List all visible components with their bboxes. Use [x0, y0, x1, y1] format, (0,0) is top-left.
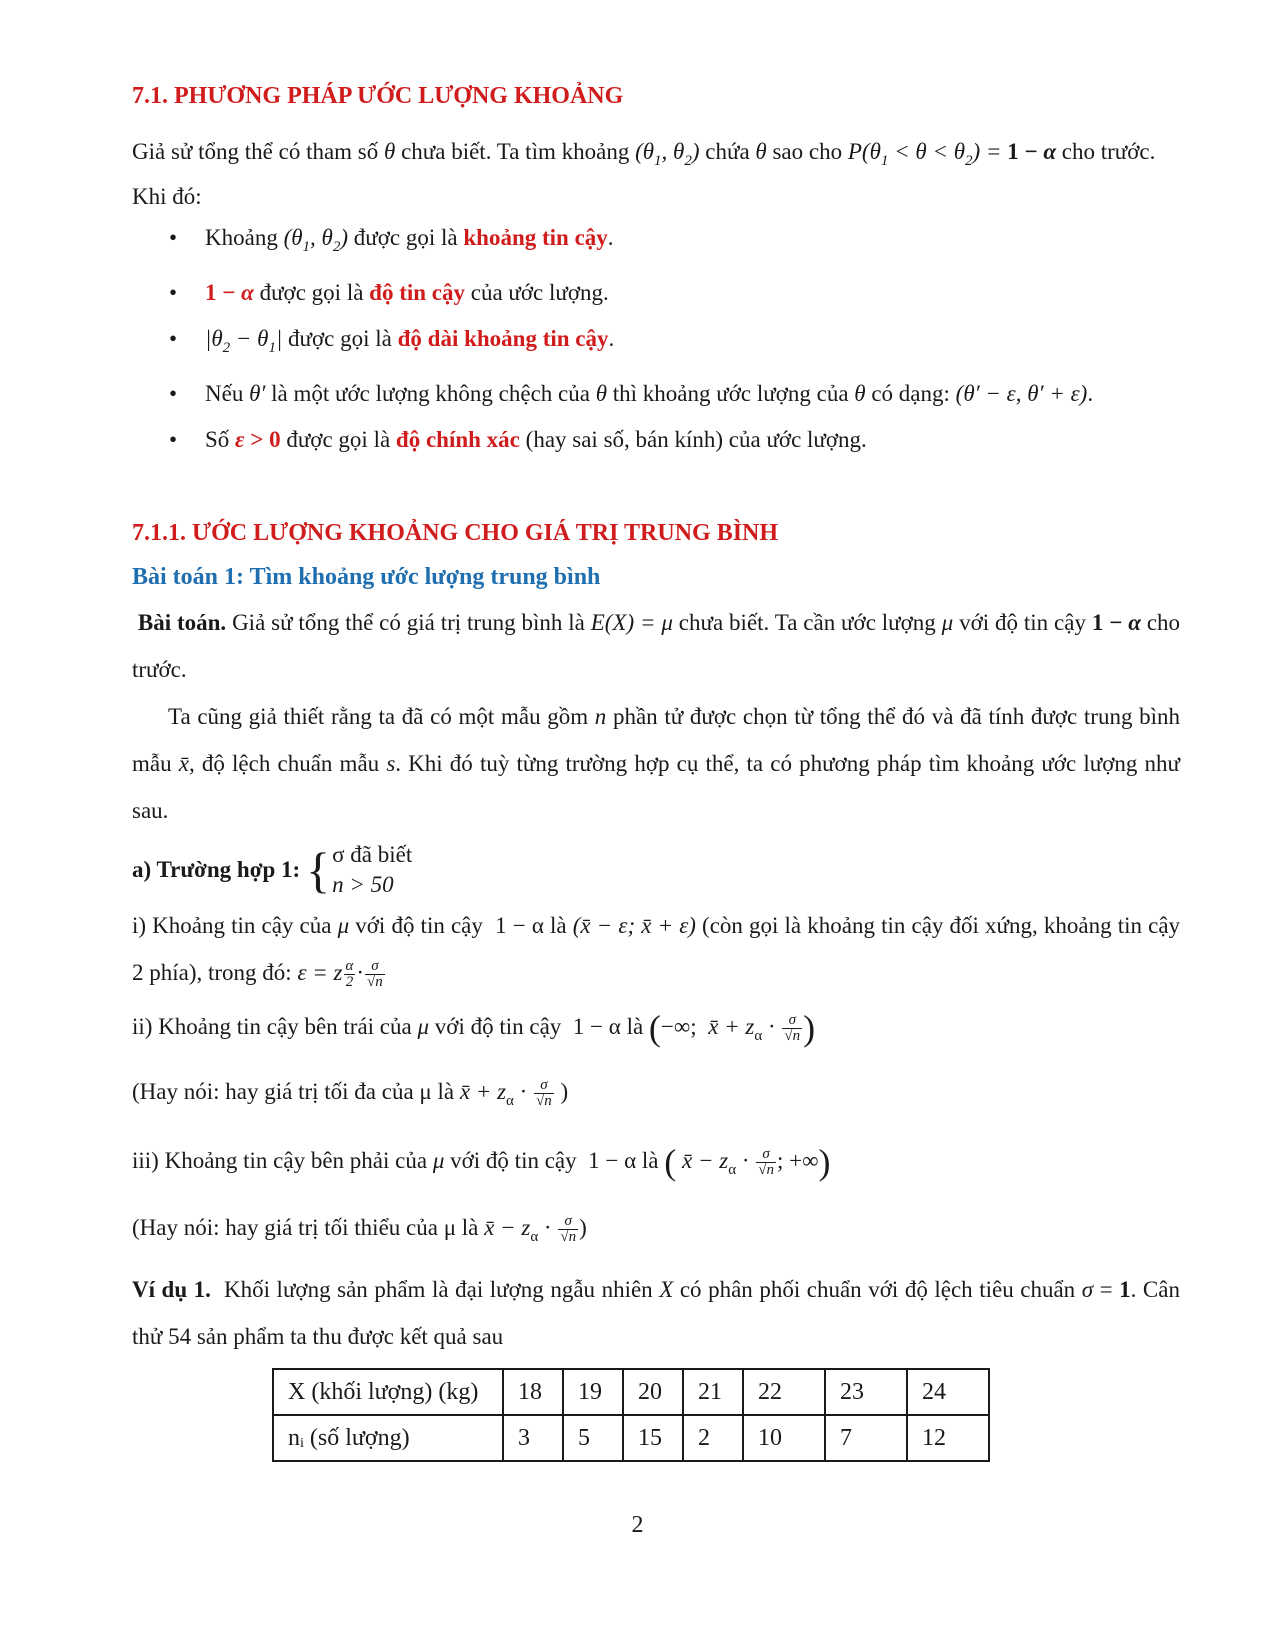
list-item: • Số ε > 0 được gọi là độ chính xác (hay sai số, bán kính) của ước lượng. — [132, 417, 1180, 463]
bullet-icon: • — [169, 280, 178, 305]
bullet-icon: • — [169, 427, 178, 452]
subsection-title: 7.1.1. ƯỚC LƯỢNG KHOẢNG CHO GIÁ TRỊ TRUNG BÌNH — [132, 520, 779, 546]
case-iii-text: iii) Khoảng tin cậy bên phải của μ với độ tin cậy 1 − α là ( x̄ − $z_\alpha$ · $\frac{\sigma}{√n}$ ; +∞) — [132, 1142, 831, 1182]
table-cell: 18 — [503, 1369, 563, 1415]
table-cell: 21 — [683, 1369, 743, 1415]
table-cell: 7 — [825, 1415, 907, 1461]
table-row — [273, 1369, 989, 1415]
intro-paragraph: Giả sử tổng thể có tham số θ chưa biết. Ta tìm khoảng ($\theta_1$, $\theta_2$) chứa θ sao cho $P(\theta_1 < \theta < \theta_2) = 1 - \alpha$ cho trước. — [132, 139, 1156, 169]
bullet-icon: • — [169, 381, 178, 406]
case-condition-n: n > 50 — [332, 872, 394, 897]
case-condition-sigma: σ đã biết — [332, 842, 413, 867]
problem-title: Bài toán 1: Tìm khoảng ước lượng trung bình — [132, 564, 601, 590]
row-header-n: nᵢ (số lượng) — [273, 1415, 503, 1461]
list-item: • $|\theta_2 - \theta_1|$ được gọi là độ dài khoảng tin cậy. — [132, 316, 1180, 371]
list-item: • Nếu θ′ là một ước lượng không chệch của θ thì khoảng ước lượng của θ có dạng: (θ′ − ε, θ′ + ε). — [132, 371, 1180, 417]
hay-noi-2: (Hay nói: hay giá trị tối thiểu của μ là x̄ − $z_\alpha$ · $\frac{\sigma}{√n}$ ) — [132, 1213, 587, 1246]
table-cell: 22 — [743, 1369, 825, 1415]
data-table — [272, 1368, 990, 1462]
case-i-text: i) Khoảng tin cậy của μ với độ tin cậy 1 − α là (x̄ − ε; x̄ + ε) (còn gọi là khoảng tin cậy đối xứng, khoảng tin cậy 2 phía), trong đó: ε = z $\frac{\alpha}{2}$ · $\frac{\sigma}{√n}$ — [132, 913, 1181, 991]
table-cell: 12 — [907, 1415, 989, 1461]
bullet-icon: • — [169, 225, 178, 250]
assumption-paragraph: Ta cũng giả thiết rằng ta đã có một mẫu gồm n phần tử được chọn từ tổng thể đó và đã tính được trung bình mẫu x̄, độ lệch chuẩn mẫu s. Khi đó tuỳ từng trường hợp cụ thể, ta có phương pháp tìm khoảng ước lượng như sau. — [132, 704, 1181, 823]
page-number: 2 — [631, 1512, 644, 1538]
case-1-heading: a) Trường hợp 1: { σ đã biết n > 50 — [132, 842, 413, 898]
definition-list — [132, 215, 1180, 463]
table-cell: 15 — [623, 1415, 683, 1461]
table-cell: 19 — [563, 1369, 623, 1415]
document-page — [132, 78, 1180, 1462]
table-cell: 24 — [907, 1369, 989, 1415]
problem-statement: Bài toán. Giả sử tổng thể có giá trị trung bình là E(X) = μ chưa biết. Ta cần ước lượng μ với độ tin cậy 1 − α cho trước. — [132, 610, 1181, 682]
section-title: 7.1. PHƯƠNG PHÁP ƯỚC LƯỢNG KHOẢNG — [132, 83, 624, 109]
bullet-icon: • — [169, 326, 178, 351]
table-cell: 5 — [563, 1415, 623, 1461]
table-cell: 10 — [743, 1415, 825, 1461]
list-item: • Khoảng ($\theta_1$, $\theta_2$) được gọi là khoảng tin cậy. — [132, 215, 1180, 270]
table-cell: 23 — [825, 1369, 907, 1415]
hay-noi-1: (Hay nói: hay giá trị tối đa của μ là x̄ + $z_\alpha$ · $\frac{\sigma}{√n}$ ) — [132, 1077, 569, 1110]
list-item: • 1 − α được gọi là độ tin cậy của ước lượng. — [132, 270, 1180, 316]
case-ii-text: ii) Khoảng tin cậy bên trái của μ với độ tin cậy 1 − α là (−∞; x̄ + $z_\alpha$ · $\frac{\sigma}{√n}$ ) — [132, 1008, 816, 1048]
example-1: Ví dụ 1. Khối lượng sản phẩm là đại lượng ngẫu nhiên X có phân phối chuẩn với độ lệch tiêu chuẩn σ = 1. Cân thử 54 sản phẩm ta thu được kết quả sau — [132, 1277, 1180, 1349]
khi-do-text: Khi đó: — [132, 184, 202, 209]
table-cell: 3 — [503, 1415, 563, 1461]
table-cell: 20 — [623, 1369, 683, 1415]
row-header-x: X (khối lượng) (kg) — [273, 1369, 503, 1415]
table-cell: 2 — [683, 1415, 743, 1461]
table-row — [273, 1415, 989, 1461]
